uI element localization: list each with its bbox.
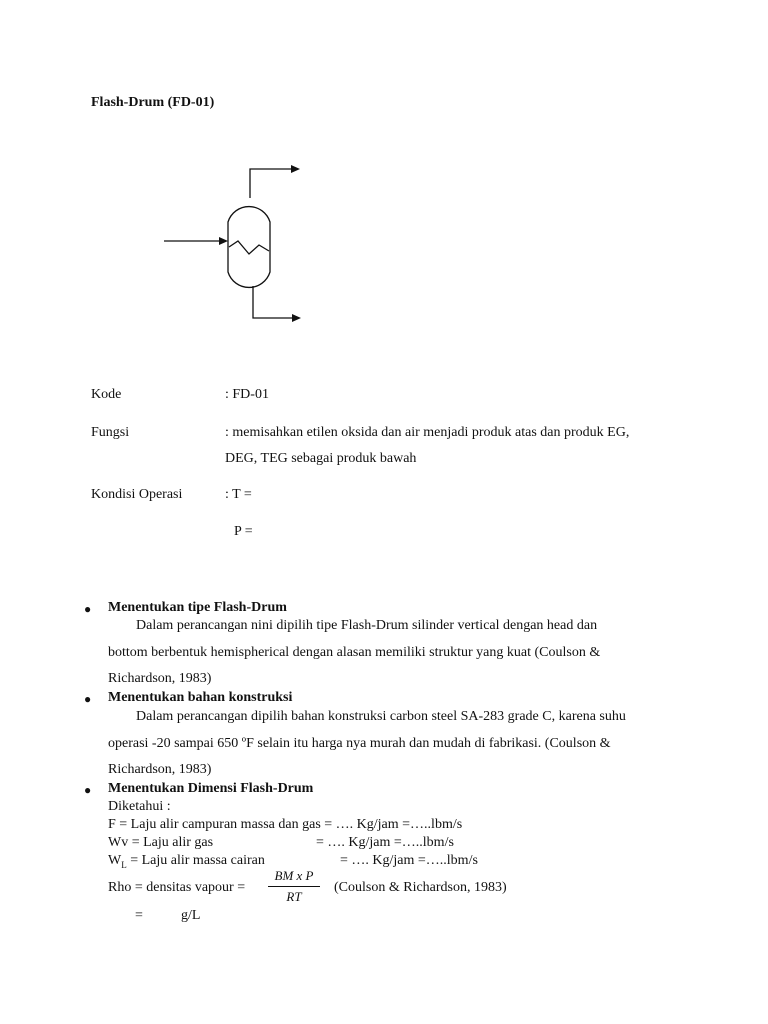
rho-label: Rho = densitas vapour = [108,880,246,895]
top-outlet-line [250,169,292,198]
fungsi-label: Fungsi [91,425,130,440]
paragraph-line: Richardson, 1983) [108,671,212,686]
rho-unit: g/L [181,908,201,923]
formula-numerator: BM x P [274,868,314,883]
paragraph-line: bottom berbentuk hemispherical dengan alasan memiliki struktur yang kuat (Coulson & [108,645,601,660]
paragraph-line: Richardson, 1983) [108,762,212,777]
bottom-outlet-arrow [292,314,301,322]
kondisi-p: P = [234,524,253,539]
section-heading: Menentukan bahan konstruksi [108,690,293,705]
kondisi-t: : T = [225,487,252,502]
laju-alir-gas-value: = …. Kg/jam =…..lbm/s [316,835,454,850]
bullet-3: ● [84,783,92,797]
feed-inlet-arrow [219,237,228,245]
formula-denominator: RT [286,889,302,904]
kode-value: : FD-01 [225,387,269,402]
rho-equals: = [135,908,143,923]
laju-alir-cairan-value: = …. Kg/jam =…..lbm/s [340,853,478,868]
heater-coil [229,241,269,254]
flash-drum-diagram [150,150,320,335]
laju-alir-gas-label: Wv = Laju alir gas [108,835,214,850]
page-title: Flash-Drum (FD-01) [91,95,215,110]
bottom-outlet-line [253,286,293,318]
w-symbol: W [108,853,122,868]
kode-label: Kode [91,387,122,402]
bullet-2: ● [84,692,92,706]
section-heading: Menentukan tipe Flash-Drum [108,600,287,615]
section-heading: Menentukan Dimensi Flash-Drum [108,781,314,796]
vessel-body [228,207,270,288]
paragraph-line: Dalam perancangan dipilih bahan konstruksi carbon steel SA-283 grade C, karena suhu [136,709,626,724]
paragraph-line: operasi -20 sampai 650 ºF selain itu harga nya murah dan mudah di fabrikasi. (Coulson & [108,736,611,751]
fungsi-value-line2: DEG, TEG sebagai produk bawah [225,451,417,466]
laju-alir-f-line: F = Laju alir campuran massa dan gas = …. Kg/jam =…..lbm/s [108,817,463,832]
fungsi-value-line1: : memisahkan etilen oksida dan air menjadi produk atas dan produk EG, [225,425,630,440]
fraction-bar [268,886,320,887]
bullet-1: ● [84,602,92,616]
rho-reference: (Coulson & Richardson, 1983) [334,880,507,895]
kondisi-label: Kondisi Operasi [91,487,183,502]
top-outlet-arrow [291,165,300,173]
l-subscript: L [121,859,127,870]
diketahui-line: Diketahui : [108,799,171,814]
laju-alir-cairan-label [108,853,265,870]
paragraph-line: Dalam perancangan nini dipilih tipe Flash-Drum silinder vertical dengan head dan [136,618,598,633]
laju-alir-cairan-text: = Laju alir massa cairan [126,853,265,868]
rho-formula [268,868,320,905]
